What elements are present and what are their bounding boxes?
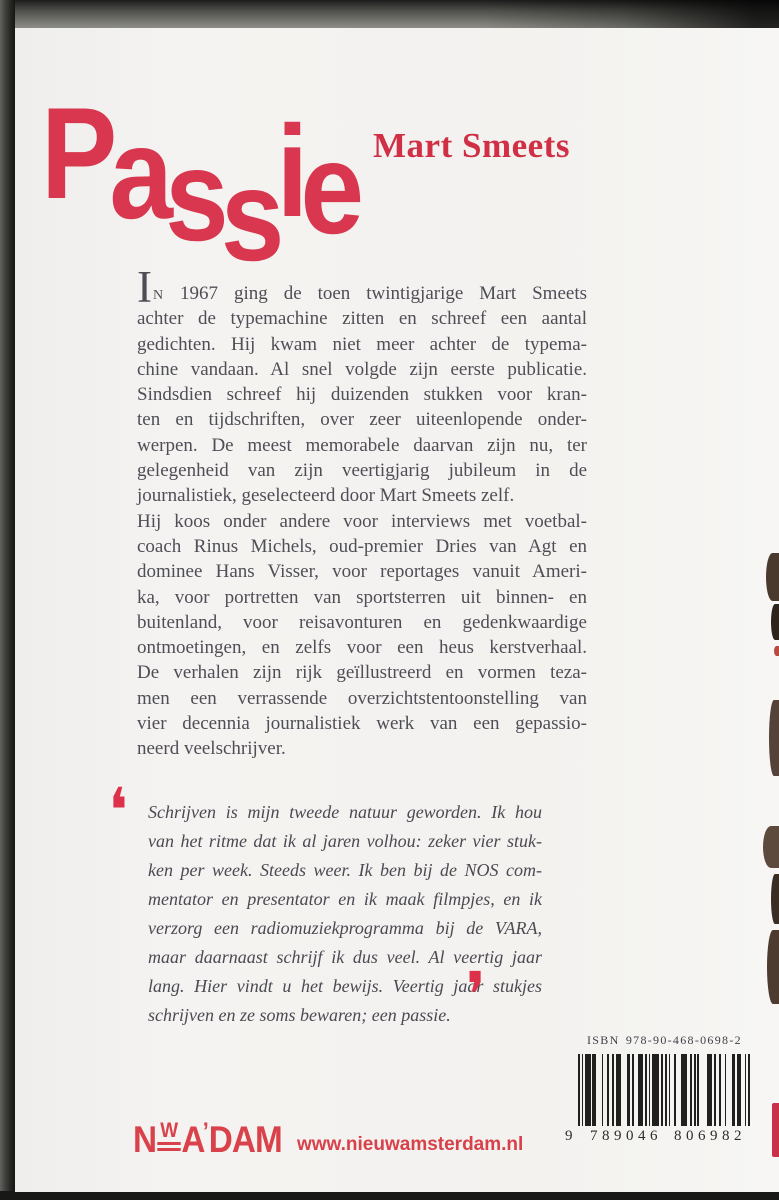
- blurb-first-line-text: 1967 ging de toen twintigjarige Mart Smeets: [164, 283, 587, 304]
- title-letter: P: [41, 80, 118, 226]
- barcode-bar: [681, 1054, 686, 1126]
- barcode-bar: [732, 1054, 736, 1126]
- author-name: Mart Smeets: [373, 126, 570, 165]
- logo-letter-n: N: [133, 1119, 157, 1160]
- barcode-bar: [602, 1054, 604, 1126]
- blurb-lines: [137, 306, 587, 761]
- barcode-bar: [592, 1054, 596, 1126]
- blurb-text: [137, 262, 587, 762]
- blurb-line: ten en tijdschriften, over zeer uiteenlopende onder-: [137, 409, 587, 431]
- barcode-bar: [737, 1054, 741, 1126]
- edge-photo-fragment: [769, 700, 779, 776]
- dropcap-initial: I: [137, 262, 152, 312]
- quote-line: mentator en presentator en ik maak filmpjes, en ik: [148, 889, 542, 909]
- publisher-website: www.nieuwamsterdam.nl: [297, 1134, 524, 1155]
- barcode-digit-left: 9: [565, 1128, 577, 1144]
- blurb-line: men een verrassende overzichtstentoonstelling van: [137, 687, 587, 709]
- blurb-line: achter de typemachine zitten en schreef een aantal: [137, 308, 587, 330]
- publisher-logo: [133, 1118, 282, 1160]
- edge-photo-fragment: [774, 646, 779, 656]
- barcode-bars: [578, 1054, 750, 1126]
- barcode-bar: [661, 1054, 663, 1126]
- title-letter: e: [300, 115, 365, 261]
- barcode-digits: [565, 1128, 750, 1148]
- blurb-line: dominee Hans Visser, voor reportages vanuit Ameri-: [137, 561, 587, 583]
- logo-letters-dam: DAM: [208, 1119, 282, 1160]
- blurb-first-line: [137, 262, 587, 312]
- barcode-bar: [638, 1054, 643, 1126]
- barcode: [565, 1054, 750, 1150]
- edge-photo-fragment: [767, 930, 779, 1004]
- barcode-bar: [578, 1054, 580, 1126]
- barcode-bar: [607, 1054, 609, 1126]
- barcode-bar: [748, 1054, 750, 1126]
- blurb-line: neerd veelschrijver.: [137, 738, 286, 760]
- title-letter: a: [109, 100, 174, 246]
- barcode-bar: [690, 1054, 692, 1126]
- barcode-digits-mid: 789046: [590, 1128, 662, 1144]
- title-letter: s: [220, 142, 285, 288]
- opening-quote-icon: ❛: [108, 774, 128, 847]
- barcode-digits-right: 806982: [674, 1128, 746, 1144]
- book-top-edge: [0, 0, 779, 30]
- barcode-bar: [665, 1054, 667, 1126]
- title-letter: s: [165, 122, 229, 268]
- book-spine-edge: [0, 0, 15, 1200]
- pull-quote: [108, 774, 542, 1031]
- barcode-bar: [707, 1054, 712, 1126]
- back-cover: [15, 28, 779, 1192]
- edge-photo-fragment: [763, 826, 779, 868]
- barcode-bar: [627, 1054, 631, 1126]
- quote-line: schrijven en ze soms bewaren; een passie.: [148, 1005, 451, 1025]
- logo-letter-a: A: [181, 1119, 205, 1160]
- barcode-bar: [719, 1054, 721, 1126]
- blurb-line: chine vandaan. Al snel volgde zijn eerste publicatie.: [137, 358, 587, 380]
- logo-bar-2: [157, 1148, 180, 1152]
- quote-line: Schrijven is mijn tweede natuur geworden. Ik hou: [148, 802, 542, 822]
- barcode-bar: [645, 1054, 647, 1126]
- blurb-line: gedichten. Hij kwam niet meer achter de typema-: [137, 333, 587, 355]
- barcode-bar: [582, 1054, 584, 1126]
- blurb-line: De verhalen zijn rijk geïllustreerd en vormen teza-: [137, 662, 587, 684]
- barcode-bar: [616, 1054, 621, 1126]
- barcode-bar: [632, 1054, 634, 1126]
- logo-bar-1: [157, 1142, 180, 1146]
- quote-line: maar daarnaast schrijf ik dus veel. Al veertig jaar: [148, 947, 542, 967]
- logo-apostrophe: ’: [202, 1118, 209, 1145]
- barcode-bar: [697, 1054, 699, 1126]
- isbn-text: ISBN 978-90-468-0698-2: [587, 1033, 742, 1047]
- quote-line: verzorg een radiomuziekprogramma bij de VARA,: [148, 918, 542, 938]
- blurb-line: ontmoetingen, en zelfs voor een heus kerstverhaal.: [137, 637, 587, 659]
- edge-photo-fragment: [771, 604, 779, 640]
- blurb-line: journalistiek, geselecteerd door Mart Smeets zelf.: [137, 485, 515, 507]
- barcode-bar: [652, 1054, 659, 1126]
- quote-line: van het ritme dat ik al jaren volhou: zeker vier stuk-: [148, 831, 542, 851]
- blurb-line: ka, voor portretten van sportsterren uit binnen- en: [137, 586, 587, 608]
- barcode-bar: [612, 1054, 614, 1126]
- blurb-line: Hij koos onder andere voor interviews met voetbal-: [137, 510, 587, 532]
- logo-letter-w: W: [160, 1119, 178, 1142]
- blurb-line: vier decennia journalistiek werk van een gepassio-: [137, 713, 587, 735]
- title-letter: i: [276, 98, 309, 244]
- quote-line: lang. Hier vindt u het bewijs. Veertig jaar stukjes: [148, 976, 542, 996]
- blurb-line: werpen. De meest memorabele daarvan zijn nu, ter: [137, 434, 587, 456]
- edge-photo-fragment: [772, 1103, 779, 1157]
- barcode-bar: [714, 1054, 716, 1126]
- barcode-bar: [745, 1054, 747, 1126]
- quote-line: ken per week. Steeds weer. Ik ben bij de NOS com-: [148, 860, 542, 880]
- barcode-bar: [694, 1054, 696, 1126]
- book-bottom-edge: [0, 1191, 779, 1200]
- barcode-bar: [725, 1054, 727, 1126]
- barcode-bar: [585, 1054, 590, 1126]
- edge-photo-fragment: [766, 553, 779, 601]
- blurb-line: buitenland, voor reisavonturen en gedenkwaardige: [137, 611, 587, 633]
- edge-photo-fragment: [771, 874, 779, 924]
- barcode-bar: [669, 1054, 671, 1126]
- barcode-bar: [649, 1054, 651, 1126]
- closing-quote-icon: ❜: [466, 958, 486, 1031]
- barcode-bar: [674, 1054, 676, 1126]
- blurb-line: Sindsdien schreef hij duizenden stukken voor kran-: [137, 384, 587, 406]
- dropcap-smallcap: N: [153, 288, 165, 303]
- logo-w-flag: [157, 1119, 180, 1151]
- blurb-line: coach Rinus Michels, oud-premier Dries van Agt en: [137, 535, 587, 557]
- blurb-line: gelegenheid van zijn veertigjarig jubileum in de: [137, 460, 587, 482]
